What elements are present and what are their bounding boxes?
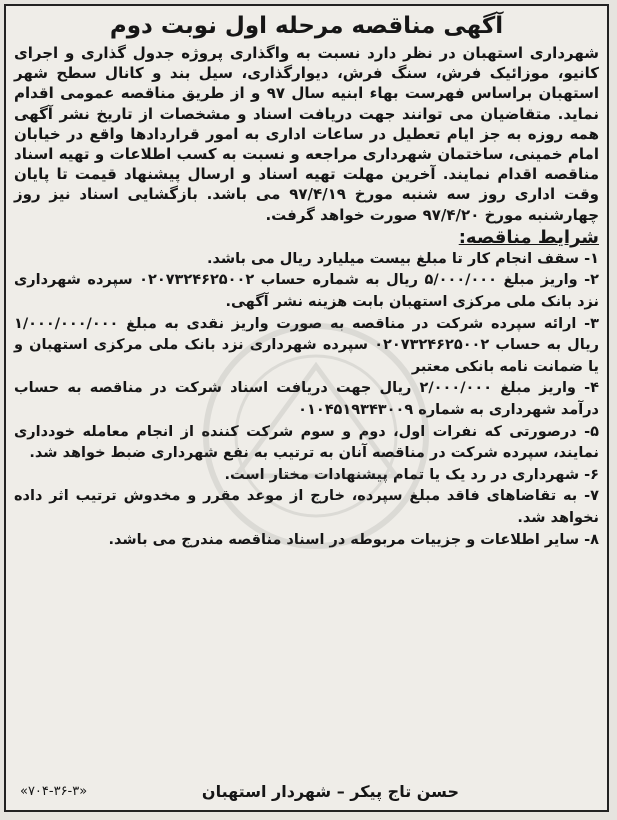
condition-item: ۳- ارائه سپرده شرکت در مناقصه به صورت واریز نقدی به مبلغ ۱/۰۰۰/۰۰۰/۰۰۰ ریال به حساب ۰۲۰۷۳۲۴۶۲۵۰۰۲ سپرده شهرداری نزد بانک ملی مرکزی استهبان و یا ضمانت نامه بانکی معتبر xyxy=(14,315,600,375)
condition-item: ۷- به تقاضاهای فاقد مبلغ سپرده، خارج از موعد مقرر و مخدوش ترتیب اثر داده نخواهد شد. xyxy=(14,488,599,526)
tender-notice xyxy=(4,4,609,812)
condition-item: ۲- واریز مبلغ ۵/۰۰۰/۰۰۰ ریال به شماره حساب ۰۲۰۷۳۲۴۶۲۵۰۰۲ سپرده شهرداری نزد بانک ملی مرکزی استهبان بابت هزینه نشر آگهی. xyxy=(14,272,599,311)
condition-item: ۱- سقف انجام کار تا مبلغ بیست میلیارد ریال می باشد. xyxy=(206,250,599,267)
conditions-list xyxy=(14,249,599,551)
condition-item: ۶- شهرداری در رد یک یا تمام پیشنهادات مختار است. xyxy=(224,466,599,483)
conditions-heading: شرایط مناقصه: xyxy=(458,226,599,248)
notice-title: آگهی مناقصه مرحله اول نوبت دوم xyxy=(109,13,504,39)
notice-footer xyxy=(14,780,599,804)
signature: حسن تاج پیکر – شهردار استهبان xyxy=(201,782,459,801)
notice-code: «۷۰۴-۳۶-۳» xyxy=(20,784,88,799)
notice-body: شهرداری استهبان در نظر دارد نسبت به واگذاری پروژه جدول گذاری و اجرای کانیو، موزائیک فرش، سنگ فرش، دیوارگذاری، سیل بند و کانال سطح شهر استهبان براساس فهرست بهاء ابنیه سال ۹۷ و از طریق مناقصه عمومی اقدام نماید. متقاضیان می توانند جهت دریافت اسناد و مشخصات از تاریخ نشر آگهی همه روزه به جز ایام تعطیل در ساعات اداری به امور قراردادها واقع در خیابان امام خمینی، ساختمان شهرداری مراجعه و نسبت به کسب اطلاعات و تهیه اسناد مناقصه اقدام نمایند. آخرین مهلت تهیه اسناد و ارسال پیشنهاد قیمت تا پایان وقت اداری روز سه شنبه مورخ ۹۷/۴/۱۹ می باشد. بازگشایی اسناد نیز روز چهارشنبه مورخ ۹۷/۴/۲۰ صورت خواهد گرفت. xyxy=(14,44,599,224)
condition-item: ۸- سایر اطلاعات و جزییات مربوطه در اسناد مناقصه مندرج می باشد. xyxy=(108,531,599,548)
condition-item: ۵- درصورتی که نفرات اول، دوم و سوم شرکت کننده از انجام معامله خودداری نمایند، سپرده شرکت در مناقصه آنان به ترتیب به نفع شهرداری ضبط خواهد شد. xyxy=(14,423,599,462)
condition-item: ۴- واریز مبلغ ۲/۰۰۰/۰۰۰ ریال جهت دریافت اسناد شرکت در مناقصه به حساب درآمد شهرداری به شماره ۰۱۰۴۵۱۹۳۴۳۰۰۹ xyxy=(14,380,599,418)
